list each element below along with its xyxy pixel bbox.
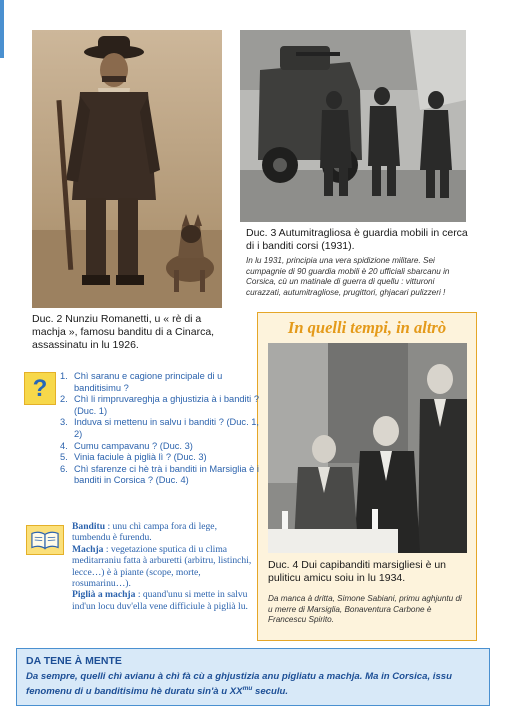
caption-duc2 — [32, 313, 232, 352]
caption-duc3-note: In lu 1931, principia una vera spidizione militare. Sei cumpagnie di 90 guardia mobili è 20 ufficiali sbarcanu in Corsica, cù un matinale di guerra di quellu : vitturoni curazzati, autumitragliose, prugittori, ghjacari pulizzeri ! — [246, 256, 450, 297]
caption-duc4 — [268, 559, 468, 626]
question-item: 5. Vinia faciule à piglià lì ? (Duc. 3) — [60, 452, 207, 463]
question-mark-glyph: ? — [32, 374, 48, 402]
remember-text: Da sempre, quelli chì avianu à chì fà cù a ghjustizia anu pigliatu a machja. Ma in Corsica, issu fenomenu di u banditisimu hè duratu sin'à u $XX^{mu}$ seculu. — [26, 671, 452, 698]
glossary — [72, 521, 252, 612]
question-list — [60, 371, 260, 487]
remember-title: DA TENE À MENTE — [26, 655, 122, 667]
question-item: 4. Cumu campavanu ? (Duc. 3) — [60, 440, 193, 451]
edge-accent-bar — [0, 0, 4, 58]
elsewhere-box — [257, 312, 477, 641]
caption-duc3 — [246, 227, 471, 298]
photo-armored-car — [240, 30, 466, 222]
caption-duc4-title: Duc. 4 Dui capibanditi marsigliesi è un puliticu amicu soiu in lu 1934. — [268, 559, 447, 584]
caption-duc2-title: Duc. 2 Nunziu Romanetti, u « rè di a machja », famosu banditu di a Cinarca, assassinatu in lu 1926. — [32, 313, 215, 351]
photo-marseille-bandits — [268, 343, 467, 553]
question-mark-icon — [24, 372, 56, 405]
question-item: 3. Induva si mettenu in salvu i banditi ? (Duc. 1, 2) — [60, 417, 260, 439]
question-item: 2. Chì li rimpruvareghja a ghjustizia à i banditi ? (Duc. 1) — [60, 394, 259, 416]
question-item: 6. Chì sfarenze ci hè trà i banditi in Marsiglia è i banditi in Corsica ? (Duc. 4) — [60, 463, 259, 486]
caption-duc4-note: Da manca à dritta, Simone Sabiani, primu aghjuntu di u merre di Marsiglia, Bonaventura Carbone è Francescu Spirito. — [268, 594, 462, 624]
book-icon — [26, 525, 64, 555]
remember-box — [16, 648, 490, 706]
glossary-entry: Piglià a machja : quand'unu si mette in salvu ind'un locu duv'ella vene difficiule à piglià lu. — [72, 589, 248, 612]
glossary-entry: Banditu : unu chì campa fora di lege, tumbendu è furendu. — [72, 521, 217, 544]
elsewhere-title: In quelli tempi, in altrò — [287, 318, 447, 337]
caption-duc3-title: Duc. 3 Autumitragliosa è guardia mobili in cerca di i banditi corsi (1931). — [246, 227, 468, 252]
photo-romanetti — [32, 30, 222, 308]
question-item: 1. Chì saranu e cagione principale di u banditisimu ? — [60, 371, 223, 393]
glossary-entry: Machja : vegetazione sputica di u clima meditarraniu fatta à arburetti (arbitru, listinchi, lecce…) è à piante (scope, morte, rosumarinu…). — [72, 543, 252, 590]
